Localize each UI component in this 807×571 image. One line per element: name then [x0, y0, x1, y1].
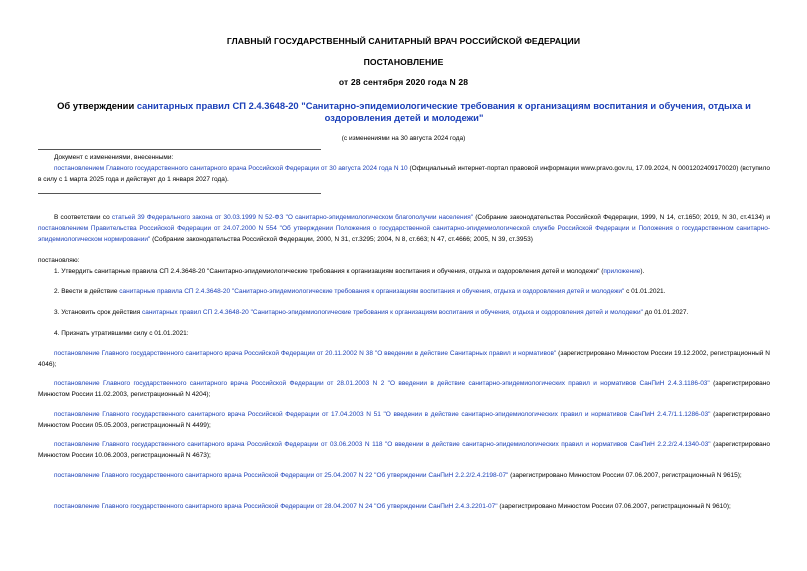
repealed-item [38, 501, 770, 512]
item-2 [38, 286, 770, 297]
document-title [36, 100, 772, 124]
authority-heading: ГЛАВНЫЙ ГОСУДАРСТВЕННЫЙ САНИТАРНЫЙ ВРАЧ РОССИЙСКОЙ ФЕДЕРАЦИИ [226, 36, 581, 46]
date-number-heading: от 28 сентября 2020 года N 28 [338, 77, 469, 87]
repealed-link[interactable]: постановление Главного государственного санитарного врача Российской Федерации от 25.04.2007 N 22 "Об утверждении СанПиН 2.2.2/2.4.2198-07" [54, 472, 509, 479]
repealed-link[interactable]: постановление Главного государственного санитарного врача Российской Федерации от 28.04.2007 N 24 "Об утверждении СанПиН 2.4.3.2201-07" [54, 503, 498, 510]
item-2-rules-link[interactable]: санитарные правила СП 2.4.3648-20 "Санитарно-эпидемиологические требования к организациям воспитания и обучения, отдыха и оздоровления детей и молодежи" [119, 288, 625, 295]
basis-text-1: В соответствии со [54, 214, 112, 221]
repealed-link[interactable]: постановление Главного государственного санитарного врача Российской Федерации от 20.11.2002 N 38 "О введении в действие Санитарных правил и нормативов" [54, 350, 557, 357]
item-1-end: ). [640, 268, 645, 275]
item-3-end: до 01.01.2027. [642, 309, 689, 316]
basis-text-2: (Собрание законодательства Российской Федерации, 1999, N 14, ст.1650; 2019, N 30, ст.4134) и [473, 214, 770, 221]
repealed-item [38, 470, 770, 481]
item-3 [38, 307, 770, 318]
repealed-link[interactable]: постановление Главного государственного санитарного врача Российской Федерации от 17.04.2003 N 51 "О введении в действие санитарно-эпидемиологических правил и нормативов СанПиН 2.4.7/1.1.1286-03" [54, 411, 711, 418]
divider-bottom [38, 193, 321, 194]
divider-top [38, 149, 321, 150]
basis-law-link[interactable]: статьей 39 Федерального закона от 30.03.1999 N 52-ФЗ "О санитарно-эпидемиологическом благополучии населения" [111, 214, 474, 221]
amendments-block [38, 152, 770, 185]
item-2-text: 2. Ввести в действие [54, 288, 120, 295]
repealed-details: (зарегистрировано Минюстом России 07.06.2007, регистрационный N 9610); [497, 503, 731, 510]
amendment-details: (Официальный интернет-портал правовой информации www.pravo.gov.ru, 17.09.2024, N 0001202409170020) (вступило в силу с 1 марта 2025 года и действует до 1 января 2027 года). [38, 165, 770, 183]
amendments-intro: Документ с изменениями, внесенными: [54, 154, 174, 161]
amendment-link[interactable]: постановлением Главного государственного санитарного врача Российской Федерации от 30 августа 2024 года N 10 [54, 165, 408, 172]
title-link[interactable]: санитарных правил СП 2.4.3648-20 "Санитарно-эпидемиологические требования к организациям воспитания и обучения, отдыха и оздоровления детей и молодежи" [136, 100, 751, 123]
repealed-details: (зарегистрировано Минюстом России 11.02.2003, регистрационный N 4204); [38, 380, 770, 398]
repealed-details: (зарегистрировано Минюстом России 19.12.2002, регистрационный N 4046); [38, 350, 770, 368]
appendix-link[interactable]: приложение [603, 268, 641, 275]
repealed-link[interactable]: постановление Главного государственного санитарного врача Российской Федерации от 03.06.2003 N 118 "О введении в действие санитарно-эпидемиологических правил и нормативов СанПиН 2.2.2/2.4.1340-03" [54, 441, 711, 448]
item-4: 4. Признать утратившими силу с 01.01.2021: [54, 330, 189, 337]
decree-word: постановляю: [38, 257, 80, 264]
basis-text-3: (Собрание законодательства Российской Федерации, 2000, N 31, ст.3295; 2004, N 8, ст.663; N 47, ст.4666; 2005, N 39, ст.3953) [150, 236, 533, 243]
item-3-rules-link[interactable]: санитарных правил СП 2.4.3648-20 "Санитарно-эпидемиологические требования к организациям воспитания и обучения, отдыха и оздоровления детей и молодежи" [141, 309, 643, 316]
item-2-end: с 01.01.2021. [624, 288, 666, 295]
repealed-details: (зарегистрировано Минюстом России 07.06.2007, регистрационный N 9615); [508, 472, 742, 479]
repealed-details: (зарегистрировано Минюстом России 10.06.2003, регистрационный N 4673); [38, 441, 771, 459]
repealed-details: (зарегистрировано Минюстом России 05.05.2003, регистрационный N 4499); [38, 411, 770, 429]
title-prefix: Об утверждении [57, 100, 137, 111]
document-type-heading: ПОСТАНОВЛЕНИЕ [363, 57, 444, 67]
item-1-text: 1. Утвердить санитарные правила СП 2.4.3648-20 "Санитарно-эпидемиологические требования к организациям воспитания и обучения, отдыха и оздоровления детей и молодежи" ( [54, 268, 604, 275]
changes-note: (с изменениями на 30 августа 2024 года) [341, 135, 466, 142]
repealed-item [38, 378, 770, 400]
item-3-text: 3. Установить срок действия [54, 309, 142, 316]
item-1 [38, 266, 770, 277]
repealed-link[interactable]: постановление Главного государственного санитарного врача Российской Федерации от 28.01.2003 N 2 "О введении в действие санитарно-эпидемиологических правил и нормативов СанПиН 2.4.3.1186-03" [54, 380, 710, 387]
repealed-item [38, 348, 770, 370]
repealed-item [38, 439, 770, 461]
amendments-text [38, 163, 770, 185]
basis-regulation-link[interactable]: постановлением Правительства Российской Федерации от 24.07.2000 N 554 "Об утверждении Положения о государственной санитарно-эпидемиологической службе Российской Федерации и Положения о государственном санитарно-эпидемиологическом нормировании" [38, 225, 770, 243]
basis-paragraph [38, 212, 770, 245]
repealed-item [38, 409, 770, 431]
